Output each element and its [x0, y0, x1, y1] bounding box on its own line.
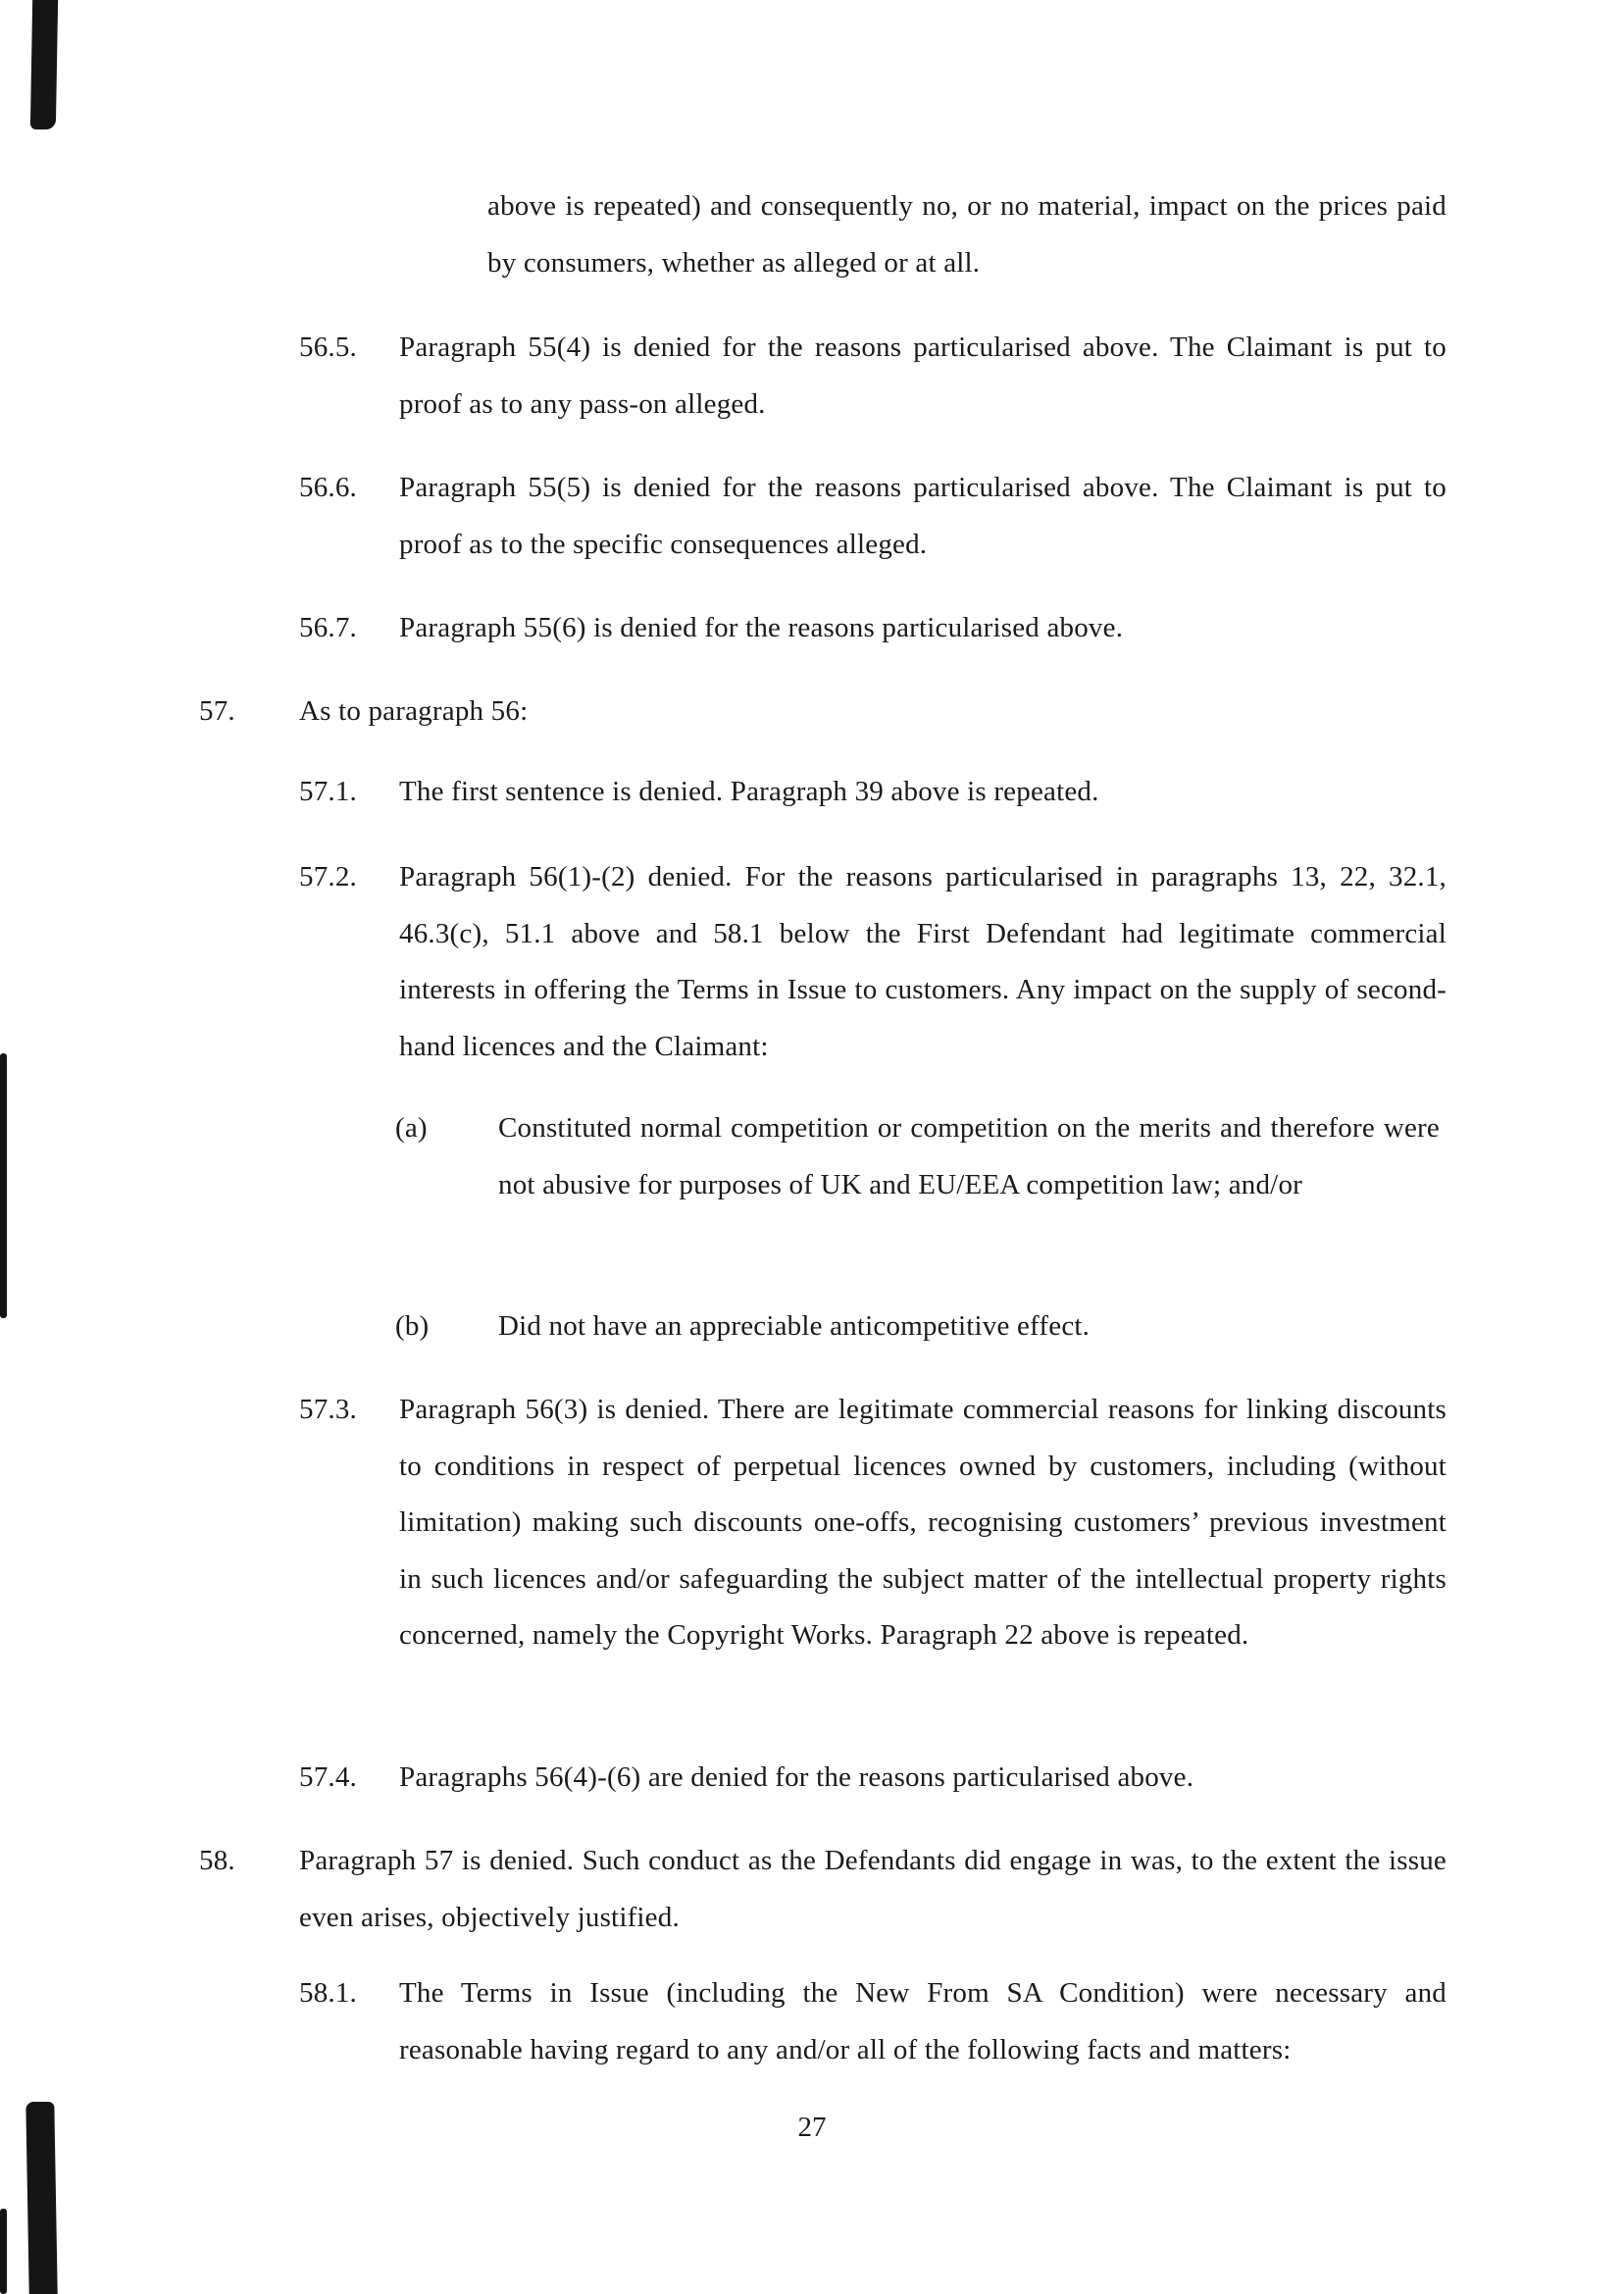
paragraph-marker: (b)	[395, 1310, 430, 1342]
paragraph-text: Did not have an appreciable anticompetitive effect.	[498, 1310, 1091, 1342]
paragraph-text: Paragraph 57 is denied. Such conduct as the Defendants did engage in was, to the extent the issue even arises, objectively justified.	[299, 1845, 1446, 1933]
paragraph-58	[199, 1833, 1446, 1946]
paragraph-57-2-b	[395, 1299, 1440, 1355]
paragraph-57-2-a	[395, 1100, 1440, 1213]
paragraph-marker: 56.7.	[299, 612, 357, 643]
scan-artifact-left-middle	[0, 1053, 7, 1318]
paragraph-56-7	[299, 600, 1446, 657]
paragraph-marker: 57.3.	[299, 1394, 357, 1425]
page-number: 27	[797, 2112, 827, 2143]
paragraph-57-3	[299, 1382, 1446, 1664]
paragraph-57-4	[299, 1750, 1446, 1807]
paragraph-marker: 57.1.	[299, 776, 357, 807]
paragraph-text: Paragraph 56(3) is denied. There are legitimate commercial reasons for linking discounts to conditions in respect of perpetual licences owned by customers, including (without limitation) making such discounts one-offs, recognising customers’ previous investment in such licences and/or safeguarding the subject matter of the intellectual property rights concerned, namely the Copyright Works. Paragraph 22 above is repeated.	[399, 1394, 1446, 1651]
paragraph-57-2	[299, 849, 1446, 1075]
paragraph-57-1	[299, 764, 1446, 821]
paragraph-text: Paragraph 56(1)-(2) denied. For the reasons particularised in paragraphs 13, 22, 32.1, 46.3(c), 51.1 above and 58.1 below the First Defendant had legitimate commercial interests in offering the Terms in Issue to customers. Any impact on the supply of second-hand licences and the Claimant:	[399, 861, 1446, 1062]
paragraph-text: The first sentence is denied. Paragraph 39 above is repeated.	[399, 776, 1099, 807]
paragraph-58-1	[299, 1965, 1446, 2078]
paragraph-57	[199, 684, 1446, 740]
paragraph-text: Paragraph 55(4) is denied for the reasons particularised above. The Claimant is put to proof as to any pass-on alleged.	[399, 331, 1446, 420]
paragraph-marker: 56.6.	[299, 472, 357, 503]
paragraph-marker: (a)	[395, 1112, 428, 1144]
paragraph-text: Paragraph 55(5) is denied for the reasons particularised above. The Claimant is put to proof as to the specific consequences alleged.	[399, 472, 1446, 560]
paragraph-text: Paragraphs 56(4)-(6) are denied for the reasons particularised above.	[399, 1761, 1194, 1793]
paragraph-marker: 58.1.	[299, 1977, 357, 2009]
paragraph-marker: 57.4.	[299, 1761, 357, 1793]
paragraph-marker: 57.	[199, 695, 235, 727]
paragraph-text: Paragraph 55(6) is denied for the reasons particularised above.	[399, 612, 1124, 643]
paragraph-marker: 57.2.	[299, 861, 357, 892]
paragraph-text: As to paragraph 56:	[299, 695, 529, 727]
paragraph-56-5	[299, 320, 1446, 433]
paragraph-marker: 58.	[199, 1845, 235, 1876]
paragraph-text: Constituted normal competition or competition on the merits and therefore were not abusive for purposes of UK and EU/EEA competition law; and/or	[498, 1112, 1440, 1200]
paragraph-56-6	[299, 460, 1446, 573]
paragraph-text: The Terms in Issue (including the New From SA Condition) were necessary and reasonable having regard to any and/or all of the following facts and matters:	[399, 1977, 1446, 2065]
scan-artifact-bottom-edge	[0, 2209, 7, 2294]
scan-artifact-top-left	[30, 0, 58, 129]
paragraph-text: above is repeated) and consequently no, or no material, impact on the prices paid by consumers, whether as alleged or at all.	[487, 190, 1446, 279]
paragraph-continuation	[487, 178, 1446, 291]
paragraph-marker: 56.5.	[299, 331, 357, 363]
